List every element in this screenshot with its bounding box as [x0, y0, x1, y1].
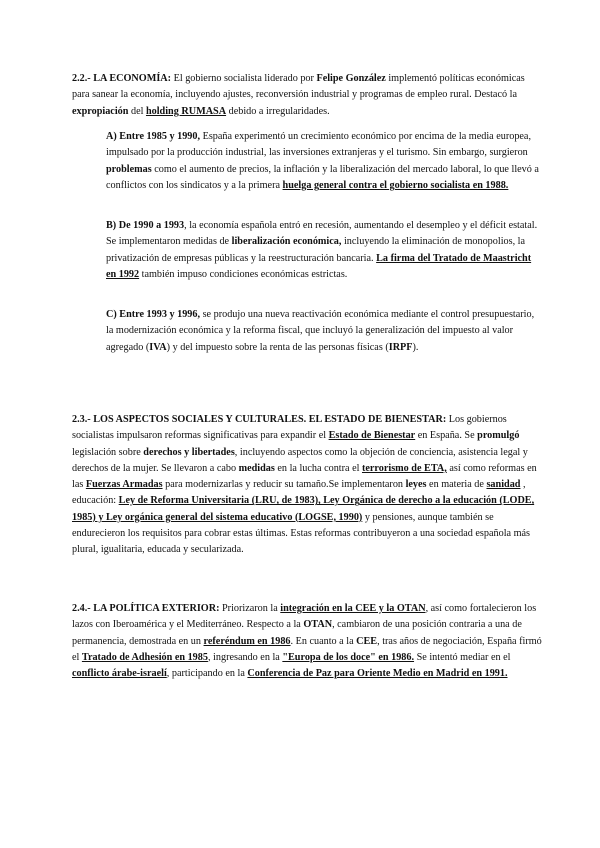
- section-heading-exterior: 2.4.- LA POLÍTICA EXTERIOR:: [72, 603, 220, 614]
- underline-sanidad: sanidad: [486, 479, 521, 491]
- text: , participando en la: [166, 668, 248, 680]
- text: legislación sobre: [72, 446, 144, 458]
- paragraph-c: [106, 307, 542, 356]
- paragraph-b: [106, 218, 542, 283]
- label-c: C) Entre 1993 y 1996,: [106, 309, 201, 320]
- underline-adhesion: Tratado de Adhesión en 1985: [81, 651, 208, 663]
- text: Los gobiernos socialistas impulsaron reformas significativas para expandir el: [72, 414, 507, 442]
- bold-leyes: leyes: [405, 479, 427, 491]
- text: , cambiaron de una posición contraria a una de permanencia, demostrada en un: [72, 619, 522, 647]
- underline-integracion: integración en la CEE y la OTAN: [280, 603, 426, 614]
- bold-cee: CEE: [356, 635, 378, 647]
- text: y pensiones, aunque también se endurecieron los requisitos para cobrar estas últimas. Estas reformas contribuyeron a una sociedad española más plural, igualitaria, educada y secularizada.: [72, 511, 530, 556]
- bold-irpf: IRPF: [388, 341, 413, 353]
- paragraph-exterior: [72, 601, 542, 682]
- text: del: [128, 105, 146, 117]
- bold-medidas: medidas: [238, 462, 275, 474]
- underline-eta: terrorismo de ETA,: [361, 462, 447, 474]
- underline-huelga: huelga general contra el gobierno socialista en 1988.: [282, 179, 509, 191]
- bold-promulgo: promulgó: [477, 430, 520, 442]
- text: debido a irregularidades.: [226, 105, 330, 117]
- underline-referendum: referéndum en 1986: [203, 635, 291, 647]
- underline-conflicto: conflicto árabe-israelí: [72, 668, 167, 680]
- text: para modernizarlas y reducir su tamaño.Se implementaron: [162, 479, 406, 491]
- text: . En cuanto a la: [290, 635, 357, 647]
- paragraph-economia: [72, 71, 542, 120]
- bold-expropiacion: expropiación: [72, 105, 129, 117]
- bold-otan: OTAN: [303, 619, 333, 631]
- bold-liberalizacion: liberalización económica,: [231, 236, 342, 248]
- text: , ingresando en la: [207, 651, 283, 663]
- text: ).: [412, 341, 419, 353]
- underline-europa: "Europa de los doce" en 1986.: [282, 651, 415, 663]
- text: así como reformas en las: [72, 462, 537, 491]
- label-a: A) Entre 1985 y 1990,: [106, 131, 201, 142]
- text: también impuso condiciones económicas estrictas.: [139, 268, 348, 280]
- text: , la economía española entró en recesión, aumentando el desempleo y el déficit estatal. Se implementaron medidas de: [106, 220, 538, 248]
- text: , así como fortalecieron los lazos con Iberoamérica y el Mediterráneo. Respecto a la: [72, 603, 537, 631]
- text: en la lucha contra el: [274, 462, 362, 474]
- paragraph-a: [106, 129, 542, 194]
- text: en España. Se: [415, 430, 478, 442]
- underline-bienestar: Estado de Bienestar: [328, 430, 416, 442]
- text: , incluyendo aspectos como la objeción de conciencia, asistencia legal y derechos de la mujer. Se llevaron a cabo: [72, 446, 528, 474]
- section-heading-economia: 2.2.- LA ECONOMÍA:: [72, 73, 172, 84]
- text: España experimentó un crecimiento económico por encima de la media europea, impulsado por la producción industrial, las inversiones extranjeras y el turismo. Sin embargo, surgieron: [106, 131, 532, 159]
- text: incluyendo la eliminación de monopolios, la privatización de empresas públicas y la reestructuración bancaria.: [106, 236, 526, 264]
- underline-rumasa: holding RUMASA: [145, 105, 227, 117]
- underline-conferencia: Conferencia de Paz para Oriente Medio en Madrid en 1991.: [247, 668, 508, 680]
- label-b: B) De 1990 a 1993: [106, 220, 185, 231]
- text: Priorizaron la: [219, 603, 281, 614]
- underline-fuerzas: Fuerzas Armadas: [85, 479, 163, 491]
- underline-leyes-educacion: Ley de Reforma Universitaria (LRU, de 1983), Ley Orgánica de derecho a la educación (LODE, 1985) y Ley orgánica general del sistema educativo (LOGSE, 1990): [72, 495, 535, 523]
- text: , tras años de negociación, España firmó el: [72, 635, 542, 663]
- bold-derechos: derechos y libertades: [143, 446, 235, 458]
- bold-felipe: Felipe González: [316, 73, 386, 84]
- text: en materia de: [426, 479, 487, 491]
- text: El gobierno socialista liderado por: [171, 73, 317, 84]
- text: se produjo una nueva reactivación económica mediante el control presupuestario, la modernización económica y la reforma fiscal, que incluyó la generalización del impuesto al valor agregado (: [106, 309, 535, 353]
- bold-problemas: problemas: [106, 163, 152, 175]
- underline-maastricht: La firma del Tratado de Maastricht en 1992: [106, 252, 532, 280]
- bold-iva: IVA: [149, 341, 167, 353]
- text: implementó políticas económicas para sanear la economía, incluyendo ajustes, reconversión industrial y programas de empleo rural. Destacó la: [72, 73, 525, 101]
- text: Se intentó mediar en el: [414, 651, 511, 663]
- section-heading-sociales: 2.3.- LOS ASPECTOS SOCIALES Y CULTURALES. EL ESTADO DE BIENESTAR:: [72, 414, 447, 425]
- paragraph-sociales: [72, 412, 542, 559]
- text: , educación:: [72, 479, 526, 507]
- text: ) y del impuesto sobre la renta de las personas físicas (: [166, 341, 389, 353]
- text: como el aumento de precios, la inflación y la liberalización del mercado laboral, lo que llevó a conflictos con los sindicatos y a la primera: [106, 163, 539, 191]
